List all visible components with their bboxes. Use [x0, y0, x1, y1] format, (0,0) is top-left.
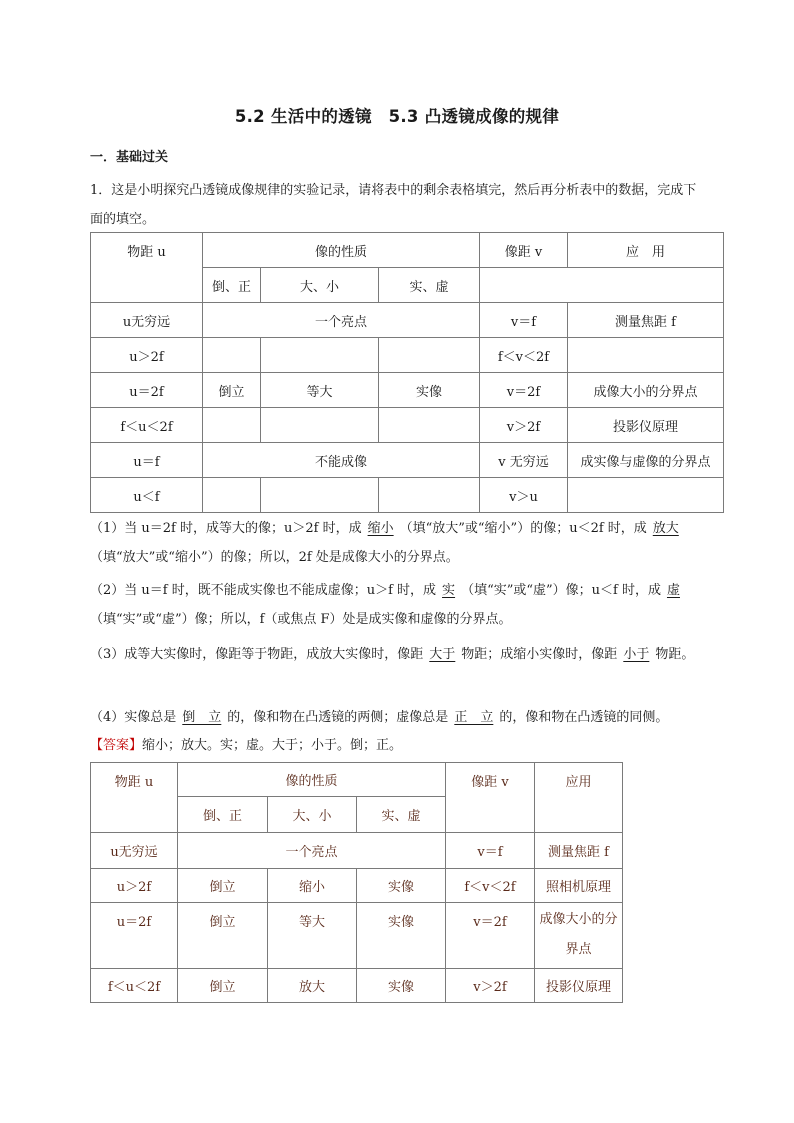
- cell-v: v＞u: [480, 478, 568, 513]
- cell-u: u＝f: [91, 443, 203, 478]
- cell-u: u＝2f: [91, 903, 178, 969]
- cell-blank[interactable]: [261, 478, 379, 513]
- header-image-distance: 像距 v: [480, 233, 568, 268]
- table-row: [91, 408, 724, 443]
- section-heading: 一．基础过关: [90, 150, 169, 165]
- table-row: [91, 763, 623, 797]
- header-real-virtual: 实、虚: [357, 797, 446, 833]
- cell-orientation: 倒立: [203, 373, 261, 408]
- text: （填“放大”或“缩小”）的像；所以，2f 处是成像大小的分界点。: [90, 550, 459, 565]
- header-image-nature: 像的性质: [203, 233, 480, 268]
- cell-u: u无穷远: [91, 303, 203, 338]
- cell-real-virtual: 实像: [357, 869, 446, 903]
- header-size: 大、小: [261, 268, 379, 303]
- cell-u: f＜u＜2f: [91, 408, 203, 443]
- cell-v: v＝2f: [446, 903, 535, 969]
- cell-v: f＜v＜2f: [480, 338, 568, 373]
- cell-application: 成实像与虚像的分界点: [568, 443, 724, 478]
- header-real-virtual: 实、虚: [379, 268, 480, 303]
- cell-real-virtual: 实像: [357, 903, 446, 969]
- cell-size: 缩小: [268, 869, 357, 903]
- answer-blank[interactable]: 大于: [429, 647, 456, 662]
- table-row: [91, 443, 724, 478]
- table-row: [91, 303, 724, 338]
- text: 的，像和物在凸透镜的两侧；虚像总是: [227, 710, 449, 725]
- cell-u: f＜u＜2f: [91, 969, 178, 1003]
- header-orientation: 倒、正: [178, 797, 268, 833]
- text: 物距。: [655, 647, 695, 662]
- text: （1）当 u＝2f 时，成等大的像；u＞2f 时，成: [90, 521, 362, 536]
- answer-blank[interactable]: 实: [442, 583, 456, 598]
- cell-application: 测量焦距 f: [568, 303, 724, 338]
- cell-application: 投影仪原理: [535, 969, 623, 1003]
- cell-application: 照相机原理: [535, 869, 623, 903]
- cell-application: 成像大小的分界点: [568, 373, 724, 408]
- answer-blank[interactable]: 缩小: [367, 521, 394, 536]
- cell-v: v＝2f: [480, 373, 568, 408]
- cell-merged: 不能成像: [203, 443, 480, 478]
- cell-blank[interactable]: [203, 408, 261, 443]
- question-part-1: [90, 514, 730, 572]
- header-application: 应用: [535, 763, 623, 833]
- answer-line: [90, 734, 402, 753]
- table-row: [91, 903, 623, 969]
- table-row: [91, 869, 623, 903]
- cell-blank[interactable]: [379, 478, 480, 513]
- answer-blank[interactable]: 放大: [652, 521, 679, 536]
- cell-blank[interactable]: [203, 338, 261, 373]
- page-title: 5.2 生活中的透镜 5.3 凸透镜成像的规律: [234, 107, 560, 126]
- table-row: [91, 338, 724, 373]
- cell-v: v 无穷远: [480, 443, 568, 478]
- cell-blank[interactable]: [379, 338, 480, 373]
- text: （填“实”或“虚”）像；u＜f 时，成: [461, 583, 661, 598]
- question-part-4: [90, 703, 730, 732]
- cell-u: u＞2f: [91, 869, 178, 903]
- question-1-stem: [90, 176, 730, 234]
- cell-blank[interactable]: [261, 338, 379, 373]
- question-part-2: [90, 576, 730, 634]
- header-object-distance: 物距 u: [91, 233, 203, 303]
- text: （填“放大”或“缩小”）的像；u＜2f 时，成: [399, 521, 647, 536]
- question-part-3: [90, 640, 730, 669]
- cell-application: 测量焦距 f: [535, 833, 623, 869]
- table-row: [91, 478, 724, 513]
- text: （2）当 u＝f 时，既不能成实像也不能成虚像；u＞f 时，成: [90, 583, 437, 598]
- header-blank: [480, 268, 724, 303]
- text: （3）成等大实像时，像距等于物距，成放大实像时，像距: [90, 647, 424, 662]
- cell-real-virtual: 实像: [379, 373, 480, 408]
- text: （填“实”或“虚”）像；所以，f（或焦点 F）处是成实像和虚像的分界点。: [90, 612, 512, 627]
- cell-v: v＝f: [446, 833, 535, 869]
- answer-blank[interactable]: 倒 立: [182, 710, 222, 725]
- question-1-line-1: 1．这是小明探究凸透镜成像规律的实验记录，请将表中的剩余表格填完，然后再分析表中的数据，完成下: [90, 183, 697, 198]
- cell-u: u＝2f: [91, 373, 203, 408]
- cell-u: u＞2f: [91, 338, 203, 373]
- table-row: [91, 969, 623, 1003]
- cell-v: v＞2f: [446, 969, 535, 1003]
- cell-orientation: 倒立: [178, 969, 268, 1003]
- cell-orientation: 倒立: [178, 903, 268, 969]
- experiment-record-table: [90, 232, 724, 513]
- answer-blank[interactable]: 正 立: [454, 710, 494, 725]
- answer-tag: 【答案】: [90, 738, 143, 753]
- header-orientation: 倒、正: [203, 268, 261, 303]
- text: （4）实像总是: [90, 710, 177, 725]
- cell-real-virtual: 实像: [357, 969, 446, 1003]
- cell-blank[interactable]: [568, 338, 724, 373]
- question-1-line-2: 面的填空。: [90, 212, 156, 227]
- cell-application-line-1: 成像大小的分: [539, 912, 618, 927]
- cell-u: u＜f: [91, 478, 203, 513]
- cell-application: 投影仪原理: [568, 408, 724, 443]
- header-image-nature: 像的性质: [178, 763, 446, 797]
- answer-text: 缩小；放大。实；虚。大于；小于。倒；正。: [142, 738, 403, 753]
- header-object-distance: 物距 u: [91, 763, 178, 833]
- table-row: [91, 233, 724, 268]
- answer-blank[interactable]: 虚: [666, 583, 680, 598]
- cell-application-line-2: 界点: [565, 942, 592, 957]
- cell-v: v＝f: [480, 303, 568, 338]
- answer-blank[interactable]: 小于: [623, 647, 650, 662]
- cell-blank[interactable]: [203, 478, 261, 513]
- cell-v: v＞2f: [480, 408, 568, 443]
- cell-size: 等大: [261, 373, 379, 408]
- cell-application: [535, 903, 623, 969]
- header-application: 应 用: [568, 233, 724, 268]
- table-row: [91, 833, 623, 869]
- table-row: [91, 373, 724, 408]
- header-size: 大、小: [268, 797, 357, 833]
- text: 物距；成缩小实像时，像距: [461, 647, 618, 662]
- text: 的，像和物在凸透镜的同侧。: [499, 710, 669, 725]
- header-image-distance: 像距 v: [446, 763, 535, 833]
- cell-blank[interactable]: [379, 408, 480, 443]
- cell-v: f＜v＜2f: [446, 869, 535, 903]
- cell-merged: 一个亮点: [203, 303, 480, 338]
- cell-blank[interactable]: [261, 408, 379, 443]
- answer-table: [90, 762, 623, 1003]
- cell-size: 等大: [268, 903, 357, 969]
- cell-size: 放大: [268, 969, 357, 1003]
- cell-orientation: 倒立: [178, 869, 268, 903]
- cell-merged: 一个亮点: [178, 833, 446, 869]
- cell-u: u无穷远: [91, 833, 178, 869]
- cell-blank[interactable]: [568, 478, 724, 513]
